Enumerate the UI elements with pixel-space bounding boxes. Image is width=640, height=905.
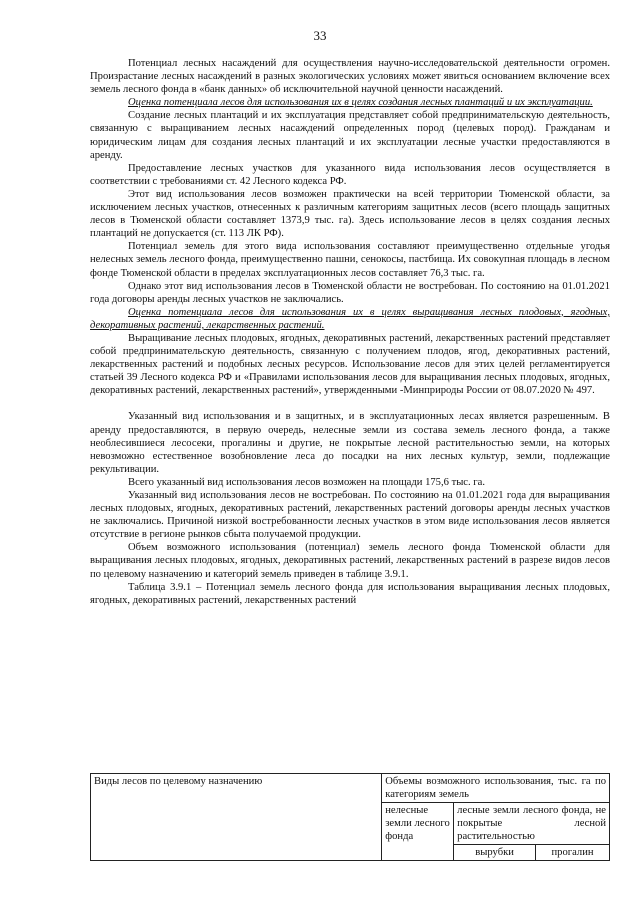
paragraph: Создание лесных плантаций и их эксплуатация представляет собой предпринимательскую деятельность, связанную с выращиванием лесных насаждений определенных пород (целевых пород). Гражданам и юридическим лицам для создания лесных плантаций и их эксплуатации лесные участки предоставляются в аренду. xyxy=(90,110,610,161)
paragraph: Объем возможного использования (потенциал) земель лесного фонда Тюменской области для выращивания лесных плодовых, ягодных, декоративных растений, лекарственных растений в разрезе видов лесов по целевому назначению и категорий земель приведен в таблице 3.9.1. xyxy=(90,542,610,580)
table-header-forest-land: лесные земли лесного фонда, не покрытые лесной растительностью xyxy=(454,803,610,845)
table-header-volumes: Объемы возможного использования, тыс. га по категориям земель xyxy=(382,774,610,803)
table-header-forest-types: Виды лесов по целевому назначению xyxy=(91,774,382,861)
paragraph: Однако этот вид использования лесов в Тюменской области не востребован. По состоянию на 01.01.2021 года договоры аренды лесных участков не заключались. xyxy=(90,280,610,305)
paragraph: Этот вид использования лесов возможен практически на всей территории Тюменской области, за исключением лесных участков, отнесенных к различным категориям защитных лесов (всего площадь защитных лесов в Тюменской области составляет 1373,9 тыс. га). Здесь использование лесов в целях создания лесных плантаций не допускается (ст. 113 ЛК РФ). xyxy=(90,188,610,240)
paragraph: Потенциал земель для этого вида использования составляют преимущественно отдельные угодья нелесных земель лесного фонда, преимущественно пашни, сенокосы, пастбища. Их совокупная площадь в лесном фонде Тюменской области в пределах эксплуатационных лесов составляет 76,3 тыс. га. xyxy=(90,241,610,279)
table-header-glades: прогалин xyxy=(536,845,610,861)
page-number: 33 xyxy=(313,28,327,43)
section-heading: Оценка потенциала лесов для использования их в целях выращивания лесных плодовых, ягодных, декоративных растений, лекарственных растений. xyxy=(90,306,610,331)
section-heading: Оценка потенциала лесов для использования их в целях создания лесных плантаций и их эксплуатации. xyxy=(128,97,593,109)
table-header-clearings: вырубки xyxy=(454,845,536,861)
paragraph: Указанный вид использования лесов не востребован. По состоянию на 01.01.2021 года для выращивания лесных плодовых, ягодных, декоративных растений, лекарственных растений договоры аренды лесных участков не заключались. Причиной низкой востребованности лесных участков в этом виде использования лесов является отсутствие в регионе рынков сбыта получаемой продукции. xyxy=(90,490,610,541)
paragraph: Выращивание лесных плодовых, ягодных, декоративных растений, лекарственных растений представляет собой предпринимательскую деятельность, связанную с получением плодов, ягод, декоративных растений, лекарственных растений и подобных лесных ресурсов. Использование лесов для этих целей регламентируется статьей 39 Лесного кодекса РФ и «Правилами использования лесов для выращивания лесных плодовых, ягодных, декоративных растений, лекарственных растений», утвержденными -Минприроды России от 08.07.2020 № 497. xyxy=(90,332,610,397)
table-caption: Таблица 3.9.1 – Потенциал земель лесного фонда для использования выращивания лесных плодовых, ягодных, декоративных растений, лекарственных растений xyxy=(90,581,610,606)
paragraph: Потенциал лесных насаждений для осуществления научно-исследовательской деятельности огромен. Произрастание лесных насаждений в разных экологических условиях может явиться основанием включение всех земель лесного фонда в «банк данных» об исключительной научной ценности насаждений. xyxy=(90,58,610,96)
potential-table xyxy=(90,773,610,861)
paragraph: Указанный вид использования и в защитных, и в эксплуатационных лесах является разрешенным. В аренду предоставляются, в первую очередь, нелесные земли из состава земель лесного фонда, а также необлесившиеся лесосеки, прогалины и другие, не покрытые лесной растительностью земли, на которых невозможно естественное возобновление леса до посадки на них лесных культур, земли, подлежащие рекультивации. xyxy=(90,411,610,475)
paragraph: Предоставление лесных участков для указанного вида использования лесов осуществляется в соответствии с требованиями ст. 42 Лесного кодекса РФ. xyxy=(90,162,610,187)
table-header-nonforest: нелесные земли лесного фонда xyxy=(382,803,454,861)
document-body xyxy=(90,57,610,607)
paragraph: Всего указанный вид использования лесов возможен на площади 175,6 тыс. га. xyxy=(128,476,486,488)
